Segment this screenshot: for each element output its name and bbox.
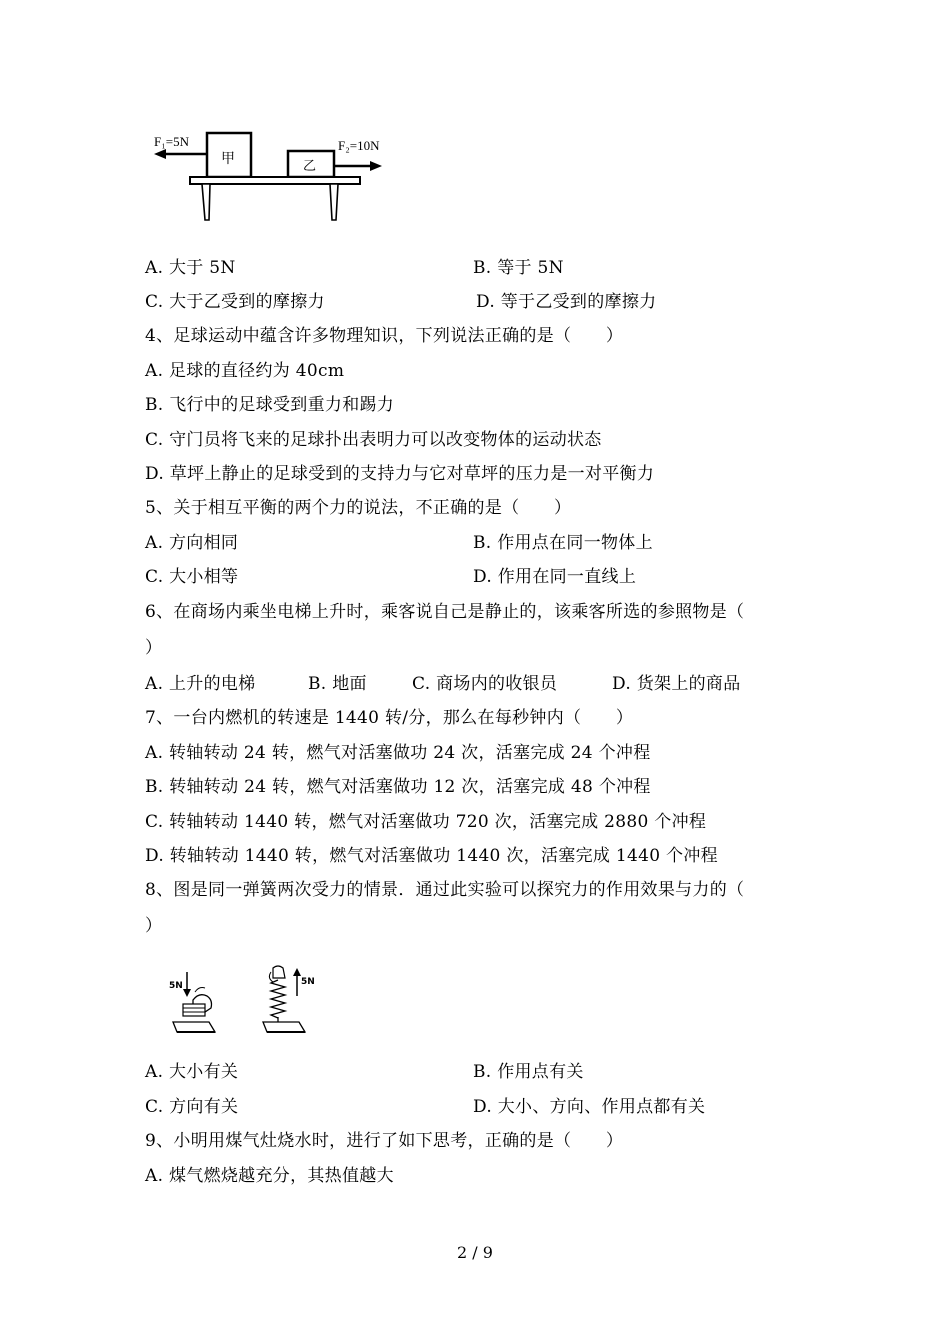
q8-option-d: D. 大小、方向、作用点都有关 — [473, 1097, 706, 1117]
q3-option-d: D. 等于乙受到的摩擦力 — [476, 292, 657, 312]
q7-stem: 7、一台内燃机的转速是 1440 转/分，那么在每秒钟内（ ） — [145, 708, 634, 728]
q5-option-d: D. 作用在同一直线上 — [473, 567, 637, 587]
q8-stem-continued: ） — [145, 916, 163, 936]
q5-stem: 5、关于相互平衡的两个力的说法，不正确的是（ ） — [145, 498, 572, 518]
q6-stem-continued: ） — [145, 638, 163, 658]
block-yi-label: 乙 — [303, 159, 317, 174]
spring-left-force-label: 5N — [169, 981, 183, 991]
q5-option-c: C. 大小相等 — [145, 567, 239, 587]
q4-option-b: B. 飞行中的足球受到重力和踢力 — [145, 395, 395, 415]
q6-option-b: B. 地面 — [308, 674, 367, 694]
q6-option-d: D. 货架上的商品 — [612, 674, 741, 694]
q8-option-b: B. 作用点有关 — [473, 1062, 584, 1082]
block-jia-label: 甲 — [221, 151, 235, 167]
q8-stem: 8、图是同一弹簧两次受力的情景．通过此实验可以探究力的作用效果与力的（ — [145, 880, 745, 900]
spring-right-force-label: 5N — [301, 977, 315, 987]
q4-stem: 4、足球运动中蕴含许多物理知识，下列说法正确的是（ ） — [145, 326, 624, 346]
q7-option-b: B. 转轴转动 24 转，燃气对活塞做功 12 次，活塞完成 48 个冲程 — [145, 777, 651, 797]
spring-figure — [165, 962, 325, 1040]
q4-option-a: A. 足球的直径约为 40cm — [145, 361, 345, 381]
q6-option-c: C. 商场内的收银员 — [412, 674, 558, 694]
page-number: 2 / 9 — [457, 1243, 493, 1262]
q7-option-a: A. 转轴转动 24 转，燃气对活塞做功 24 次，活塞完成 24 个冲程 — [145, 743, 651, 763]
q3-option-a: A. 大于 5N — [145, 258, 236, 278]
force-f2-label: F₂=10N — [338, 138, 380, 153]
table-top — [190, 177, 360, 184]
q9-stem: 9、小明用煤气灶烧水时，进行了如下思考，正确的是（ ） — [145, 1131, 624, 1151]
q5-option-a: A. 方向相同 — [145, 533, 239, 553]
spring-left-compressed — [183, 1004, 205, 1016]
q8-option-c: C. 方向有关 — [145, 1097, 239, 1117]
q5-option-b: B. 作用点在同一物体上 — [473, 533, 653, 553]
q4-option-d: D. 草坪上静止的足球受到的支持力与它对草坪的压力是一对平衡力 — [145, 464, 655, 484]
spring-right-stretched — [271, 980, 285, 1018]
q3-option-b: B. 等于 5N — [473, 258, 564, 278]
q7-option-c: C. 转轴转动 1440 转，燃气对活塞做功 720 次，活塞完成 2880 个冲程 — [145, 812, 707, 832]
q6-option-a: A. 上升的电梯 — [145, 674, 256, 694]
force-f1-label: F₁=5N — [154, 134, 189, 149]
q4-option-c: C. 守门员将飞来的足球扑出表明力可以改变物体的运动状态 — [145, 430, 602, 450]
q7-option-d: D. 转轴转动 1440 转，燃气对活塞做功 1440 次，活塞完成 1440 个冲程 — [145, 846, 718, 866]
q8-option-a: A. 大小有关 — [145, 1062, 239, 1082]
q6-stem: 6、在商场内乘坐电梯上升时，乘客说自己是静止的，该乘客所选的参照物是（ — [145, 602, 745, 622]
q3-option-c: C. 大于乙受到的摩擦力 — [145, 292, 325, 312]
q9-option-a: A. 煤气燃烧越充分，其热值越大 — [145, 1166, 394, 1186]
table-blocks-figure — [150, 128, 400, 223]
